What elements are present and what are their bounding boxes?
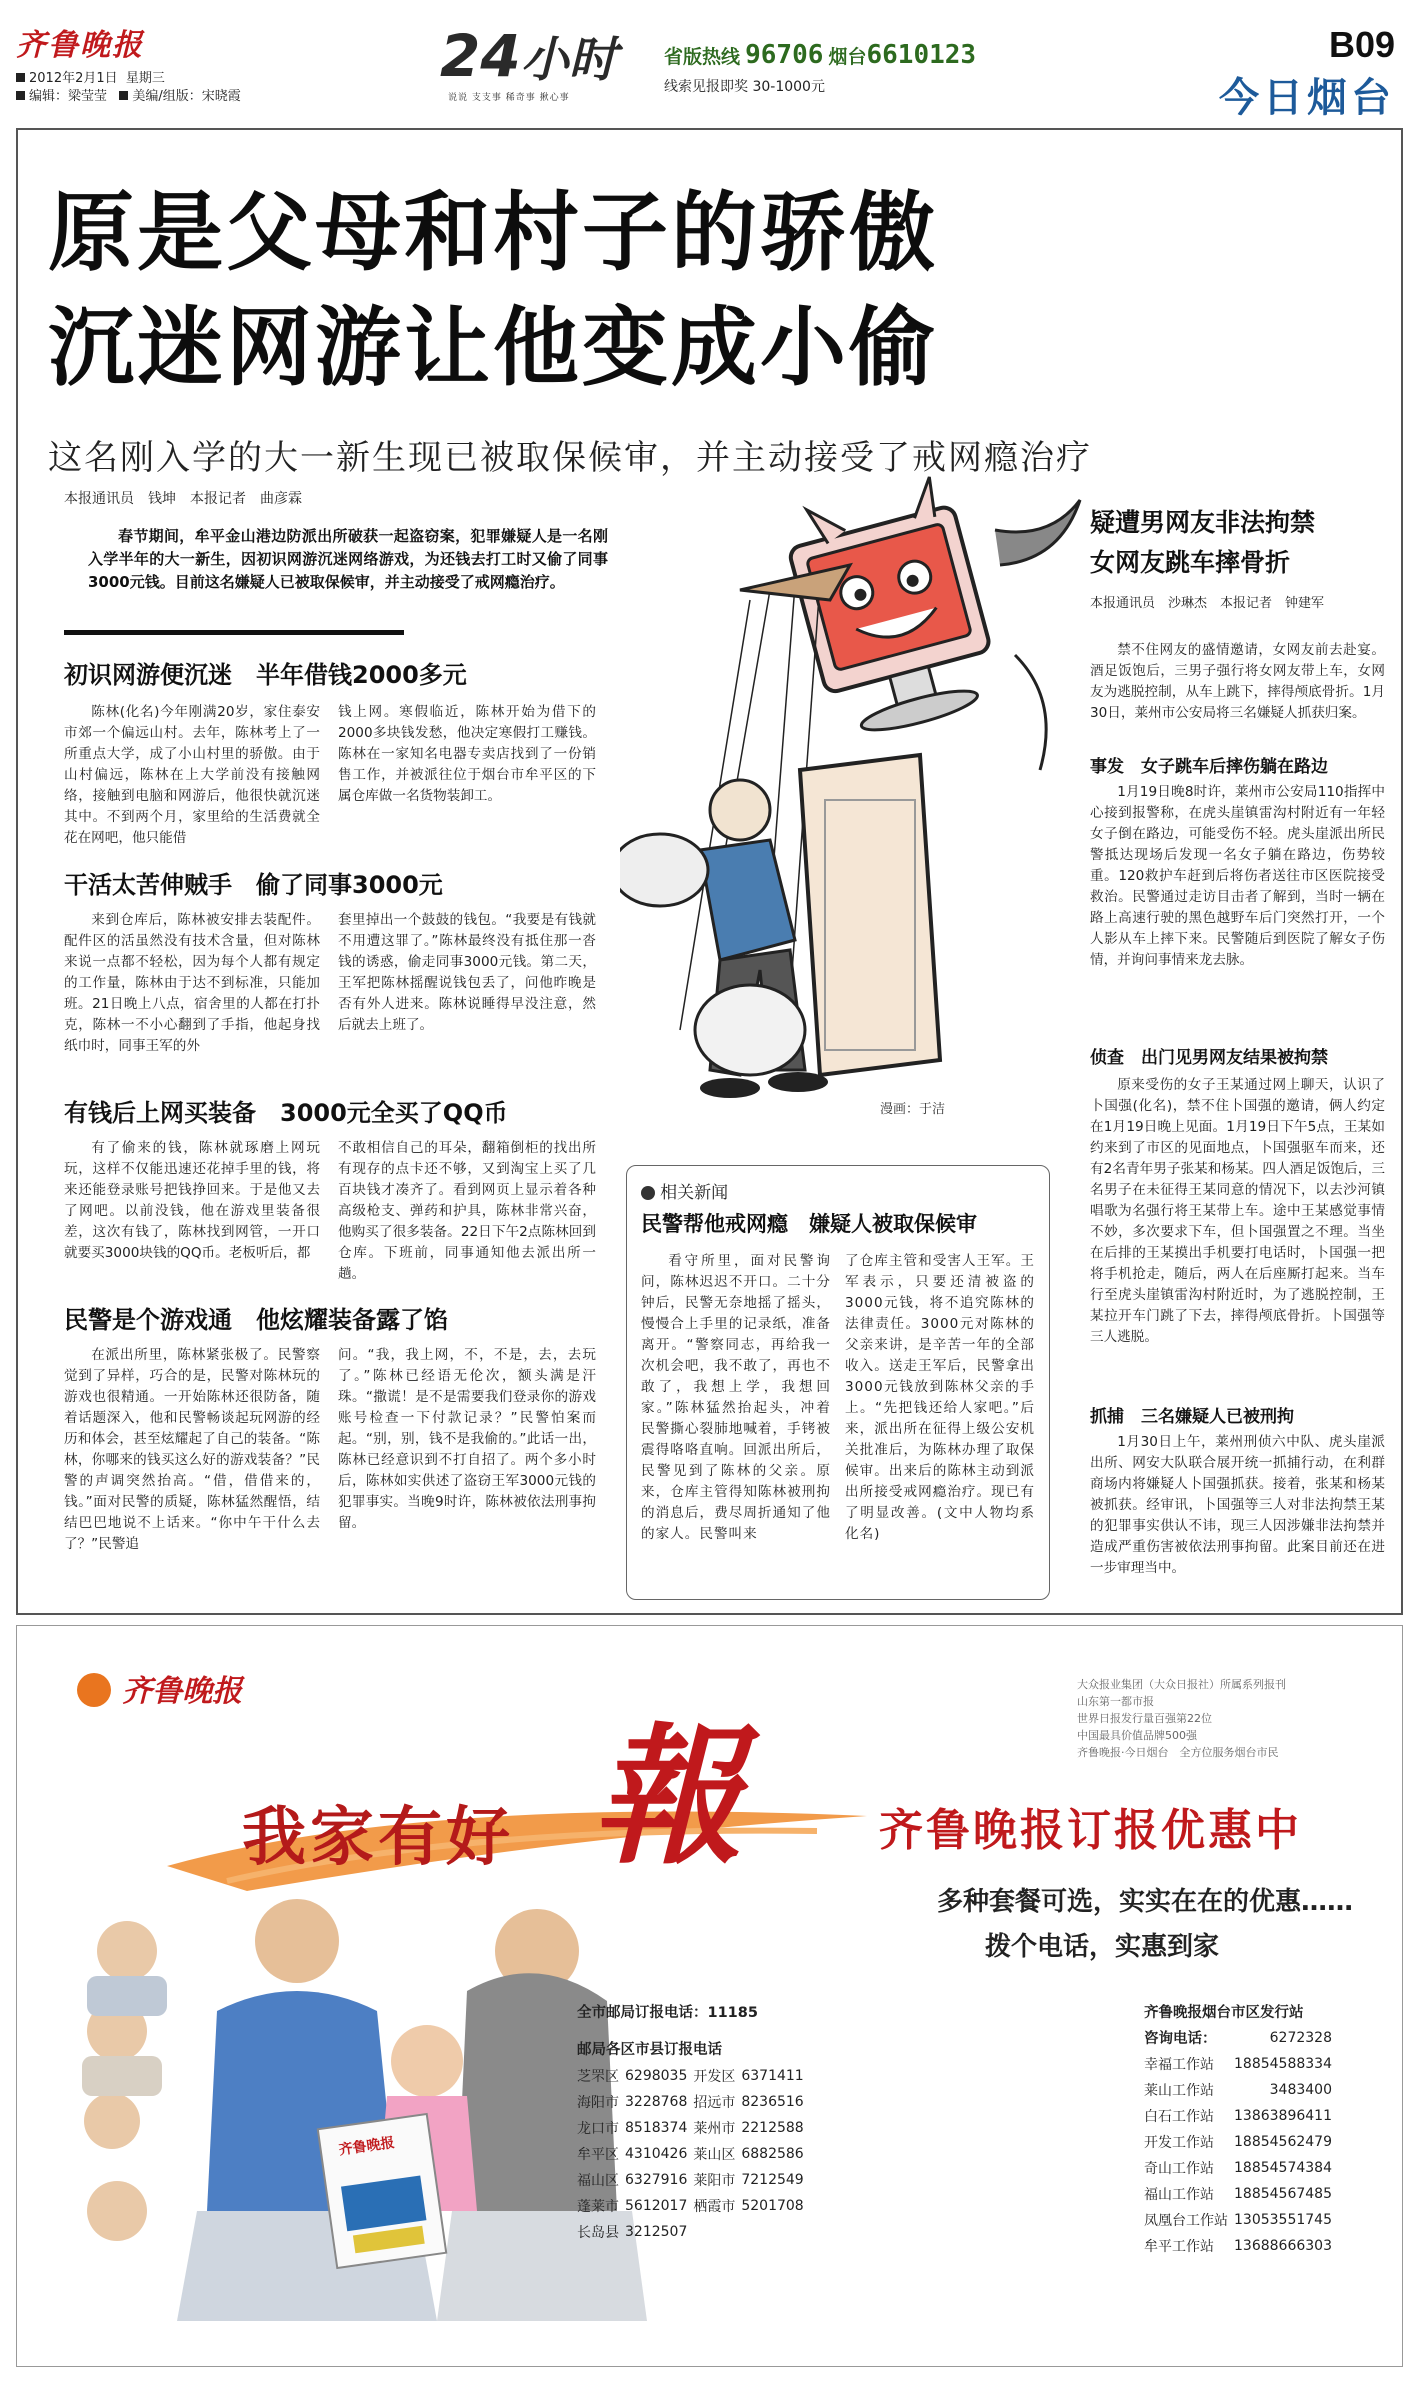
district-name: 海阳市 xyxy=(577,2095,619,2111)
district-name: 莱州市 xyxy=(693,2121,736,2137)
section1-col2: 钱上网。寒假临近，陈林开始为借下的2000多块钱发愁，他决定寒假打工赚钱。陈林在一家知名电器专卖店找到了一份销售工作，并被派往位于烟台市牟平区的下属仓库做一名货物装卸工。 xyxy=(338,704,596,804)
hotline-label: 省版热线 xyxy=(664,46,741,68)
cartoon-credit: 漫画：于洁 xyxy=(880,1102,946,1117)
station-phone: 18854588334 xyxy=(1234,2056,1332,2072)
newspaper-masthead: 齐鲁晚报 xyxy=(337,2134,396,2159)
local-number: 6610123 xyxy=(866,40,977,70)
table-row xyxy=(1144,2129,1338,2155)
table-row xyxy=(1144,2024,1338,2051)
district-phone: 6882586 xyxy=(741,2146,804,2162)
city-hotline-row xyxy=(577,2001,877,2022)
related-col2: 了仓库主管和受害人王军。王军表示，只要还清被盗的3000元钱，将不追究陈林的法律责任。3000元对陈林的父亲来讲，是辛苦一年的全部收入。送走王军后，民警拿出3000元钱放到陈林父亲的手上。“先把钱还给人家吧。”后来，派出所在征得上级公安机关批准后，为陈林办理了取保候审。出来后的陈林主动到派出所接受戒网瘾治疗。现已有了明显改善。(文中人物均系化名) xyxy=(845,1253,1035,1542)
table-row xyxy=(577,2089,810,2115)
square-bullet-icon xyxy=(16,91,25,100)
district-phone: 2212588 xyxy=(741,2120,804,2136)
sun-logo-icon xyxy=(77,1673,111,1707)
station-phone: 18854574384 xyxy=(1234,2160,1332,2176)
district-phone: 6298035 xyxy=(625,2068,688,2084)
station-name: 凤凰台工作站 xyxy=(1144,2213,1228,2229)
puppet-monitor-thief-drawing xyxy=(620,470,1090,1120)
station-phone: 13863896411 xyxy=(1234,2108,1332,2124)
ad-info-line: 大众报业集团（大众日报社）所属系列报刊 xyxy=(1077,1678,1286,1691)
station-name: 咨询电话： xyxy=(1144,2031,1217,2047)
byline: 本报通讯员 钱坤 本报记者 曲彦霖 xyxy=(64,491,302,507)
related-tag-row xyxy=(641,1178,728,1203)
side-s1-title: 事发 女子跳车后摔伤躺在路边 xyxy=(1090,757,1328,777)
section3-title: 有钱后上网买装备 3000元全买了QQ币 xyxy=(64,1099,508,1127)
section-name: 今日烟台 xyxy=(1219,75,1395,121)
section4-title: 民警是个游戏通 他炫耀装备露了馅 xyxy=(64,1306,448,1334)
district-name: 莱山区 xyxy=(693,2147,736,2163)
headline-line2: 沉迷网游让他变成小偷 xyxy=(48,298,938,398)
table-row xyxy=(1144,2207,1338,2233)
table-row xyxy=(1144,2103,1338,2129)
district-name: 开发区 xyxy=(693,2069,736,2085)
section1-title: 初识网游便沉迷 半年借钱2000多元 xyxy=(64,661,467,689)
station-phone: 13053551745 xyxy=(1234,2212,1332,2228)
related-title: 民警帮他戒网瘾 嫌疑人被取保候审 xyxy=(641,1212,977,1236)
ad-info-line: 齐鲁晚报·今日烟台 全方位服务烟台市民 xyxy=(1077,1746,1279,1759)
ad-slogan: 我家有好 xyxy=(242,1801,514,1875)
side-title-line2: 女网友跳车摔骨折 xyxy=(1090,548,1291,577)
square-bullet-icon xyxy=(119,91,128,100)
table-row xyxy=(577,2219,810,2245)
district-phone: 8236516 xyxy=(741,2094,804,2110)
county-hotline-table xyxy=(577,2063,810,2245)
station-name: 奇山工作站 xyxy=(1144,2161,1214,2177)
hotline-row xyxy=(664,40,976,70)
district-name: 招远市 xyxy=(693,2095,736,2111)
station-title: 齐鲁晚报烟台市区发行站 xyxy=(1144,2005,1304,2021)
district-name: 蓬莱市 xyxy=(577,2199,619,2215)
table-row xyxy=(1144,2233,1338,2259)
district-phone: 3212507 xyxy=(625,2224,688,2240)
station-name: 开发工作站 xyxy=(1144,2135,1214,2151)
side-s3-title: 抓捕 三名嫌疑人已被刑拘 xyxy=(1090,1407,1294,1427)
related-tag: 相关新闻 xyxy=(660,1183,729,1203)
district-name: 龙口市 xyxy=(577,2121,619,2137)
station-name: 牟平工作站 xyxy=(1144,2239,1214,2255)
station-phone: 18854562479 xyxy=(1234,2134,1332,2150)
section2-col1: 来到仓库后，陈林被安排去装配件。配件区的活虽然没有技术含量，但对陈林来说一点都不轻松，因为每个人都有规定的工作量，陈林由于达不到标准，只能加班。21日晚上八点，宿舍里的人都在打扑克，陈林一不小心翻到了手指，他起身找纸巾时，同事王军的外 xyxy=(64,912,320,1054)
station-name: 幸福工作站 xyxy=(1144,2057,1214,2073)
district-name: 栖霞市 xyxy=(693,2199,736,2215)
district-name: 福山区 xyxy=(577,2173,619,2189)
ad-info-block xyxy=(1077,1676,1377,1761)
district-name: 芝罘区 xyxy=(577,2069,619,2085)
table-row xyxy=(1144,2181,1338,2207)
ad-info-line: 世界日报发行量百强第22位 xyxy=(1077,1712,1212,1725)
section1-col1: 陈林(化名)今年刚满20岁，家住泰安市郊一个偏远山村。去年，陈林考上了一所重点大学，成了小山村里的骄傲。由于山村偏远，陈林在上大学前没有接触网络，接触到电脑和网游后，他很快就沉迷其中。不到两个月，家里给的生活费就全花在网吧，他只能借 xyxy=(64,704,320,846)
issue-date: 2012年2月1日 xyxy=(29,71,118,86)
table-row xyxy=(577,2115,810,2141)
headline-line1: 原是父母和村子的骄傲 xyxy=(48,183,938,283)
masthead-logo: 齐鲁晚报 xyxy=(16,28,144,63)
square-bullet-icon xyxy=(16,73,25,82)
district-phone: 8518374 xyxy=(625,2120,688,2136)
issue-weekday: 星期三 xyxy=(125,71,165,86)
district-phone: 4310426 xyxy=(625,2146,688,2162)
side-s2-title: 侦查 出门见男网友结果被拘禁 xyxy=(1090,1048,1328,1068)
section3-col1: 有了偷来的钱，陈林就琢磨上网玩玩，这样不仅能迅速还花掉手里的钱，将来还能登录账号把钱挣回来。于是他又去了网吧。以前没钱，他在游戏里装备很差，这次有钱了，陈林找到网管，一开口就要买3000块钱的QQ币。老板听后，都 xyxy=(64,1140,320,1261)
side-title-line1: 疑遭男网友非法拘禁 xyxy=(1090,508,1316,537)
local-label: 烟台 xyxy=(828,46,867,68)
station-phone: 6272328 xyxy=(1269,2029,1332,2046)
masthead-block xyxy=(16,20,166,68)
ad-info-line: 山东第一都市报 xyxy=(1077,1695,1154,1708)
district-phone: 6371411 xyxy=(741,2068,804,2084)
page-number: B09 xyxy=(1328,24,1395,65)
reward-text: 线索见报即奖 30-1000元 xyxy=(664,79,825,95)
section4-col1: 在派出所里，陈林紧张极了。民警察觉到了异样，巧合的是，民警对陈林玩的游戏也很精通。一开始陈林还很防备，随着话题深入，他和民警畅谈起玩网游的经历和体会，甚至炫耀起了自己的装备。“陈林，你哪来的钱买这么好的游戏装备？”民警的声调突然抬高。“借，借借来的，钱。”面对民警的质疑，陈林猛然醒悟，结结巴巴地说不上话来。“你中午干什么去了？”民警追 xyxy=(64,1347,320,1552)
ad-logo: 齐鲁晚报 xyxy=(122,1674,243,1709)
table-row xyxy=(577,2167,810,2193)
hotline-number: 96706 xyxy=(745,40,824,70)
related-news-box xyxy=(626,1165,1050,1600)
side-s1-body: 1月19日晚8时许，莱州市公安局110指挥中心接到报警称，在虎头崖镇雷沟村附近有一年轻女子倒在路边，可能受伤不轻。虎头崖派出所民警抵达现场后发现一名女子躺在路边，伤势较重。120救护车赶到后将伤者送往市区医院接受救治。民警通过走访目击者了解到，当时一辆在路上高速行驶的黑色越野车后门突然打开，一个人影从车上摔下来。民警随后到医院了解女子伤情，并询问事情来龙去脉。 xyxy=(1090,784,1385,968)
district-phone: 3228768 xyxy=(625,2094,688,2110)
designer-credit: 美编/组版：宋晓霞 xyxy=(132,89,241,104)
station-name: 白石工作站 xyxy=(1144,2109,1214,2125)
station-phone: 3483400 xyxy=(1269,2082,1332,2098)
district-phone: 6327916 xyxy=(625,2172,688,2188)
article-lead: 春节期间，牟平金山港边防派出所破获一起盗窃案，犯罪嫌疑人是一名刚入学半年的大一新生，因初识网游沉迷网络游戏，为还钱去打工时又偷了同事3000元钱。目前这名嫌疑人已被取保候审，并主动接受了戒网瘾治疗。 xyxy=(88,527,608,591)
station-table xyxy=(1144,2024,1338,2259)
table-row xyxy=(1144,2155,1338,2181)
table-row xyxy=(577,2063,810,2089)
station-name: 福山工作站 xyxy=(1144,2187,1214,2203)
section2-title: 干活太苦伸贼手 偷了同事3000元 xyxy=(64,871,443,899)
credits-line xyxy=(16,88,241,106)
section3-col2: 不敢相信自己的耳朵，翻箱倒柜的找出所有现存的点卡还不够，又到淘宝上买了几百块钱才凑齐了。看到网页上显示着各种高级枪支、弹药和护具，陈林非常兴奋，他购买了很多装备。22日下午2点陈林回到仓库。下班前，同事通知他去派出所一趟。 xyxy=(338,1140,596,1282)
subscription-ad xyxy=(16,1625,1403,2367)
district-name: 莱阳市 xyxy=(693,2173,736,2189)
district-phone: 7212549 xyxy=(741,2172,804,2188)
city-hotline-number: 11185 xyxy=(707,2005,758,2021)
station-phone: 13688666303 xyxy=(1234,2238,1332,2254)
table-row xyxy=(577,2141,810,2167)
district-phone: 5612017 xyxy=(625,2198,688,2214)
section-brand xyxy=(440,22,1060,106)
date-line xyxy=(16,70,165,88)
table-row xyxy=(1144,2077,1338,2103)
ad-slogan-big-char: 報 xyxy=(592,1709,743,1885)
brand-text: 小时 xyxy=(520,32,617,88)
side-s3-body: 1月30日上午，莱州刑侦六中队、虎头崖派出所、网安大队联合展开统一抓捕行动，在利群商场内将嫌疑人卜国强抓获。接着，张某和杨某被抓获。经审讯，卜国强等三人对非法拘禁王某的犯罪事实供认不讳，现三人因涉嫌非法拘禁并造成严重伤害被依法刑事拘留。此案目前还在进一步审理当中。 xyxy=(1090,1434,1385,1576)
editor-credit: 编辑：梁莹莹 xyxy=(29,89,108,104)
county-hotline-block xyxy=(577,2001,877,2245)
section4-col2: 问。“我，我上网，不，不是，去，去玩了。”陈林已经语无伦次，额头满是汗珠。“撒谎！是不是需要我们登录你的游戏账号检查一下付款记录？”民警怕案而起。“别，别，钱不是我偷的。”此话一出，陈林已经意识到不打自招了。两个多小时后，陈林如实供述了盗窃王军3000元钱的犯罪事实。当晚9时许，陈林被依法刑事拘留。 xyxy=(338,1347,596,1531)
subheadline: 这名刚入学的大一新生现已被取保候审，并主动接受了戒网瘾治疗 xyxy=(48,438,1092,478)
district-name: 长岛县 xyxy=(577,2225,619,2241)
district-phone: 5201708 xyxy=(741,2198,804,2214)
lead-divider xyxy=(64,630,404,635)
ad-offer: 齐鲁晚报订报优惠中 xyxy=(879,1805,1302,1856)
section2-col2: 套里掉出一个鼓鼓的钱包。“我要是有钱就不用遭这罪了。”陈林最终没有抵住那一沓钱的诱惑，偷走同事3000元钱。第二天，王军把陈林摇醒说钱包丢了，问他昨晚是否有外人进来。陈林说睡得早没注意，然后就去上班了。 xyxy=(338,912,596,1033)
brand-number: 24 xyxy=(440,22,521,90)
table-row xyxy=(577,2193,810,2219)
page-id xyxy=(1219,24,1395,123)
side-lead: 禁不住网友的盛情邀请，女网友前去赴宴。酒足饭饱后，三男子强行将女网友带上车，女网友为逃脱控制，从车上跳下，摔得颅底骨折。1月30日，莱州市公安局将三名嫌疑人抓获归案。 xyxy=(1090,642,1385,721)
side-s2-body: 原来受伤的女子王某通过网上聊天，认识了卜国强(化名)，禁不住卜国强的邀请，俩人约定在1月19日晚上见面。1月19日下午5点，王某如约来到了市区的见面地点，卜国强驱车而来，还有2名青年男子张某和杨某。四人酒足饭饱后，三名男子在未征得王某同意的情况下，以去沙河镇唱歌为名强行将王某带上车。途中王某感觉事情不妙，多次要求下车，但卜国强置之不理。当坐在后排的王某摸出手机要打电话时，卜国强一把将手机抢走，随后，两人在后座厮打起来。当车行至虎头崖镇雷沟村附近时，为了逃脱控制，王某拉开车门跳了下去，摔得颅底骨折。卜国强等三人逃脱。 xyxy=(1090,1077,1385,1345)
station-block xyxy=(1144,2001,1384,2259)
ad-logo-block xyxy=(77,1666,242,1710)
district-name: 牟平区 xyxy=(577,2147,619,2163)
cartoon-illustration xyxy=(620,470,1090,1120)
ad-line2: 拨个电话，实惠到家 xyxy=(985,1932,1220,1962)
brand-tagline: 说说 支支事 稀奇事 揪心事 xyxy=(448,93,570,103)
table-row xyxy=(1144,2051,1338,2077)
related-col1: 看守所里，面对民警询问，陈林迟迟不开口。二十分钟后，民警无奈地摇了摇头，慢慢合上手里的记录纸，准备离开。“警察同志，再给我一次机会吧，我不敢了，再也不敢了，我想上学，我想回家。”陈林猛然抬起头，冲着民警撕心裂肺地喊着，手铐被震得咯咯直响。回派出所后，民警见到了陈林的父亲。原来，仓库主管得知陈林被刑拘的消息后，费尽周折通知了他的家人。民警叫来 xyxy=(641,1253,831,1542)
side-byline: 本报通讯员 沙琳杰 本报记者 钟建军 xyxy=(1090,596,1325,611)
station-phone: 18854567485 xyxy=(1234,2186,1332,2202)
station-name: 莱山工作站 xyxy=(1144,2083,1214,2099)
ad-info-line: 中国最具价值品牌500强 xyxy=(1077,1729,1197,1742)
city-hotline-label: 全市邮局订报电话： xyxy=(577,2005,708,2021)
ad-line1: 多种套餐可选，实实在在的优惠…… xyxy=(937,1887,1354,1917)
related-bullet-icon xyxy=(641,1186,655,1200)
county-hotline-title: 邮局各区市县订报电话 xyxy=(577,2042,722,2058)
